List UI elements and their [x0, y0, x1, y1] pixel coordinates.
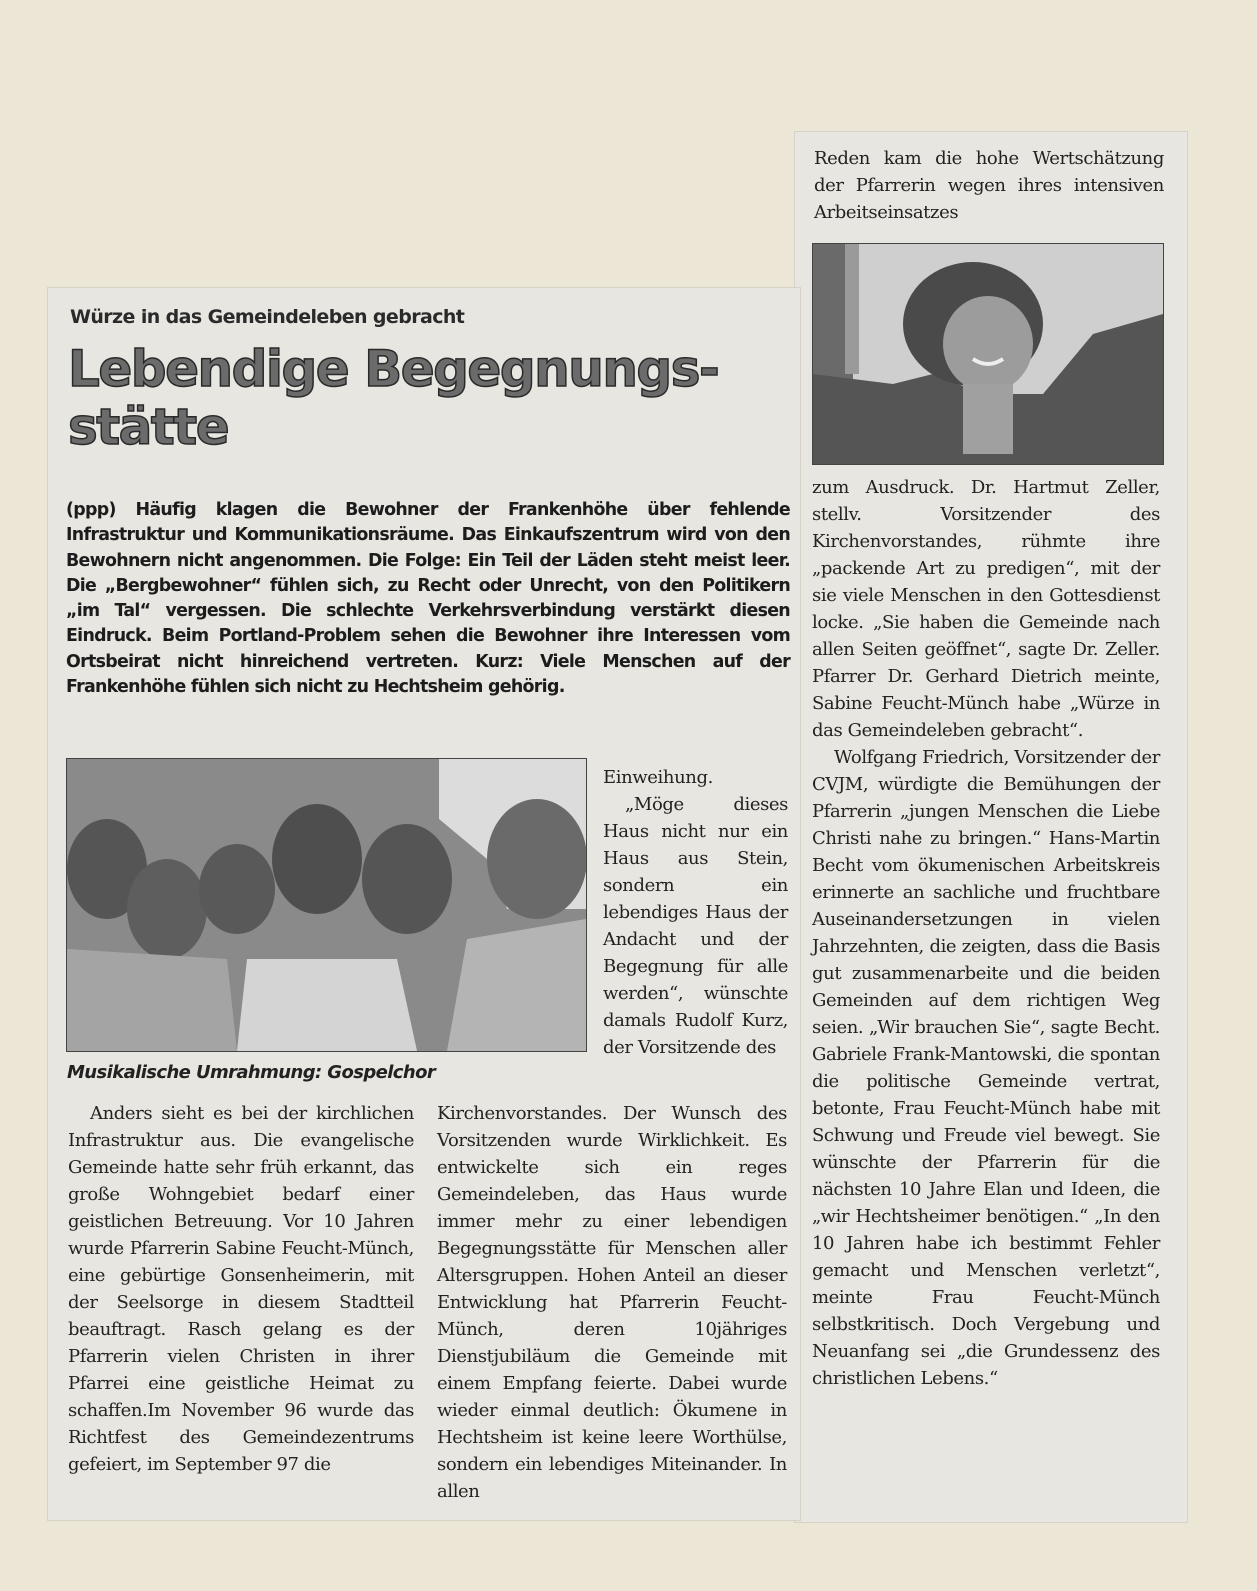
article-lead: (ppp) Häufig klagen die Bewohner der Frankenhöhe über fehlende Infrastruktur und Kommunikationsräume. Das Einkaufszentrum wird von den Bewohnern nicht angenommen. Die Folge: Ein Teil der Läden steht meist leer. Die „Bergbewohner“ fühlen sich, zu Recht oder Unrecht, von den Politikern „im Tal“ vergessen. Die schlechte Verkehrsverbindung verstärkt diesen Eindruck. Beim Portland-Problem sehen die Bewohner ihre Interessen vom Ortsbeirat nicht hinreichend vertreten. Kurz: Viele Menschen auf der Frankenhöhe fühlen sich nicht zu Hechtsheim gehörig.: [66, 500, 790, 698]
photo-caption: Musikalische Umrahmung: Gospelchor: [67, 1062, 436, 1083]
pastor-photo: [812, 243, 1164, 465]
column-2-top: Einweihung. „Möge dieses Haus nicht nur ein Haus aus Stein, sondern ein lebendiges Haus der Andacht und der Begegnung für alle werden“, wünschte damals Rudolf Kurz, der Vorsitzende des: [603, 767, 788, 1058]
column-2: Kirchenvorstandes. Der Wunsch des Vorsitzenden wurde Wirklichkeit. Es entwickelte sich ein reges Gemeindeleben, das Haus wurde immer mehr zu einer lebendigen Begegnungsstätte für Menschen aller Altersgruppen. Hohen Anteil an dieser Entwicklung hat Pfarrerin Feucht-Münch, deren 10jähriges Dienstjubiläum die Gemeinde mit einem Empfang feierte. Dabei wurde wieder einmal deutlich: Ökumene in Hechtsheim ist keine leere Worthülse, sondern ein lebendiges Miteinander. In allen: [437, 1103, 787, 1502]
right-top-text: Reden kam die hohe Wertschätzung der Pfarrerin wegen ihres intensiven Arbeitseinsatzes: [814, 148, 1164, 223]
article-headline: Lebendige Begegnungs- stätte: [68, 340, 719, 456]
column-1: Anders sieht es bei der kirchlichen Infrastruktur aus. Die evangelische Gemeinde hatte sehr früh erkannt, das große Wohngebiet bedarf einer geistlichen Betreuung. Vor 10 Jahren wurde Pfarrerin Sabine Feucht-Münch, eine gebürtige Gonsenheimerin, mit der Seelsorge in diesem Stadtteil beauftragt. Rasch gelang es der Pfarrerin vielen Christen in ihrer Pfarrei eine geistliche Heimat zu schaffen.Im November 96 wurde das Richtfest des Gemeindezentrums gefeiert, im September 97 die: [68, 1103, 414, 1475]
choir-photo: [66, 758, 587, 1052]
pastor-photo-image: [813, 244, 1163, 464]
column-3: zum Ausdruck. Dr. Hartmut Zeller, stellv. Vorsitzender des Kirchenvorstandes, rühmte ihre „packende Art zu predigen“, mit der sie viele Menschen in den Gottesdienst locke. „Sie haben die Gemeinde nach allen Seiten geöffnet“, sagte Dr. Zeller. Pfarrer Dr. Gerhard Dietrich meinte, Sabine Feucht-Münch habe „Würze in das Gemeindeleben gebracht“. Wolfgang Friedrich, Vorsitzender der CVJM, würdigte die Bemühungen der Pfarrerin „jungen Menschen die Liebe Christi nahe zu bringen.“ Hans-Martin Becht vom ökumenischen Arbeitskreis erinnerte an sachliche und fruchtbare Auseinandersetzungen in vielen Jahrzehnten, die zeigten, dass die Basis gut zusammenarbeite und die beiden Gemeinden auf dem richtigen Weg seien. „Wir brauchen Sie“, sagte Becht. Gabriele Frank-Mantowski, die spontan die politische Gemeinde vertrat, betonte, Frau Feucht-Münch habe mit Schwung und Freude viel bewegt. Sie wünschte der Pfarrerin für die nächsten 10 Jahre Elan und Ideen, die „wir Hechtsheimer benötigen.“ „In den 10 Jahren habe ich bestimmt Fehler gemacht und Menschen verletzt“, meinte Frau Feucht-Münch selbstkritisch. Doch Vergebung und Neuanfang sei „die Grundessenz des christlichen Lebens.“: [812, 477, 1160, 1389]
article-kicker: Würze in das Gemeindeleben gebracht: [70, 306, 465, 328]
choir-photo-image: [67, 759, 586, 1051]
